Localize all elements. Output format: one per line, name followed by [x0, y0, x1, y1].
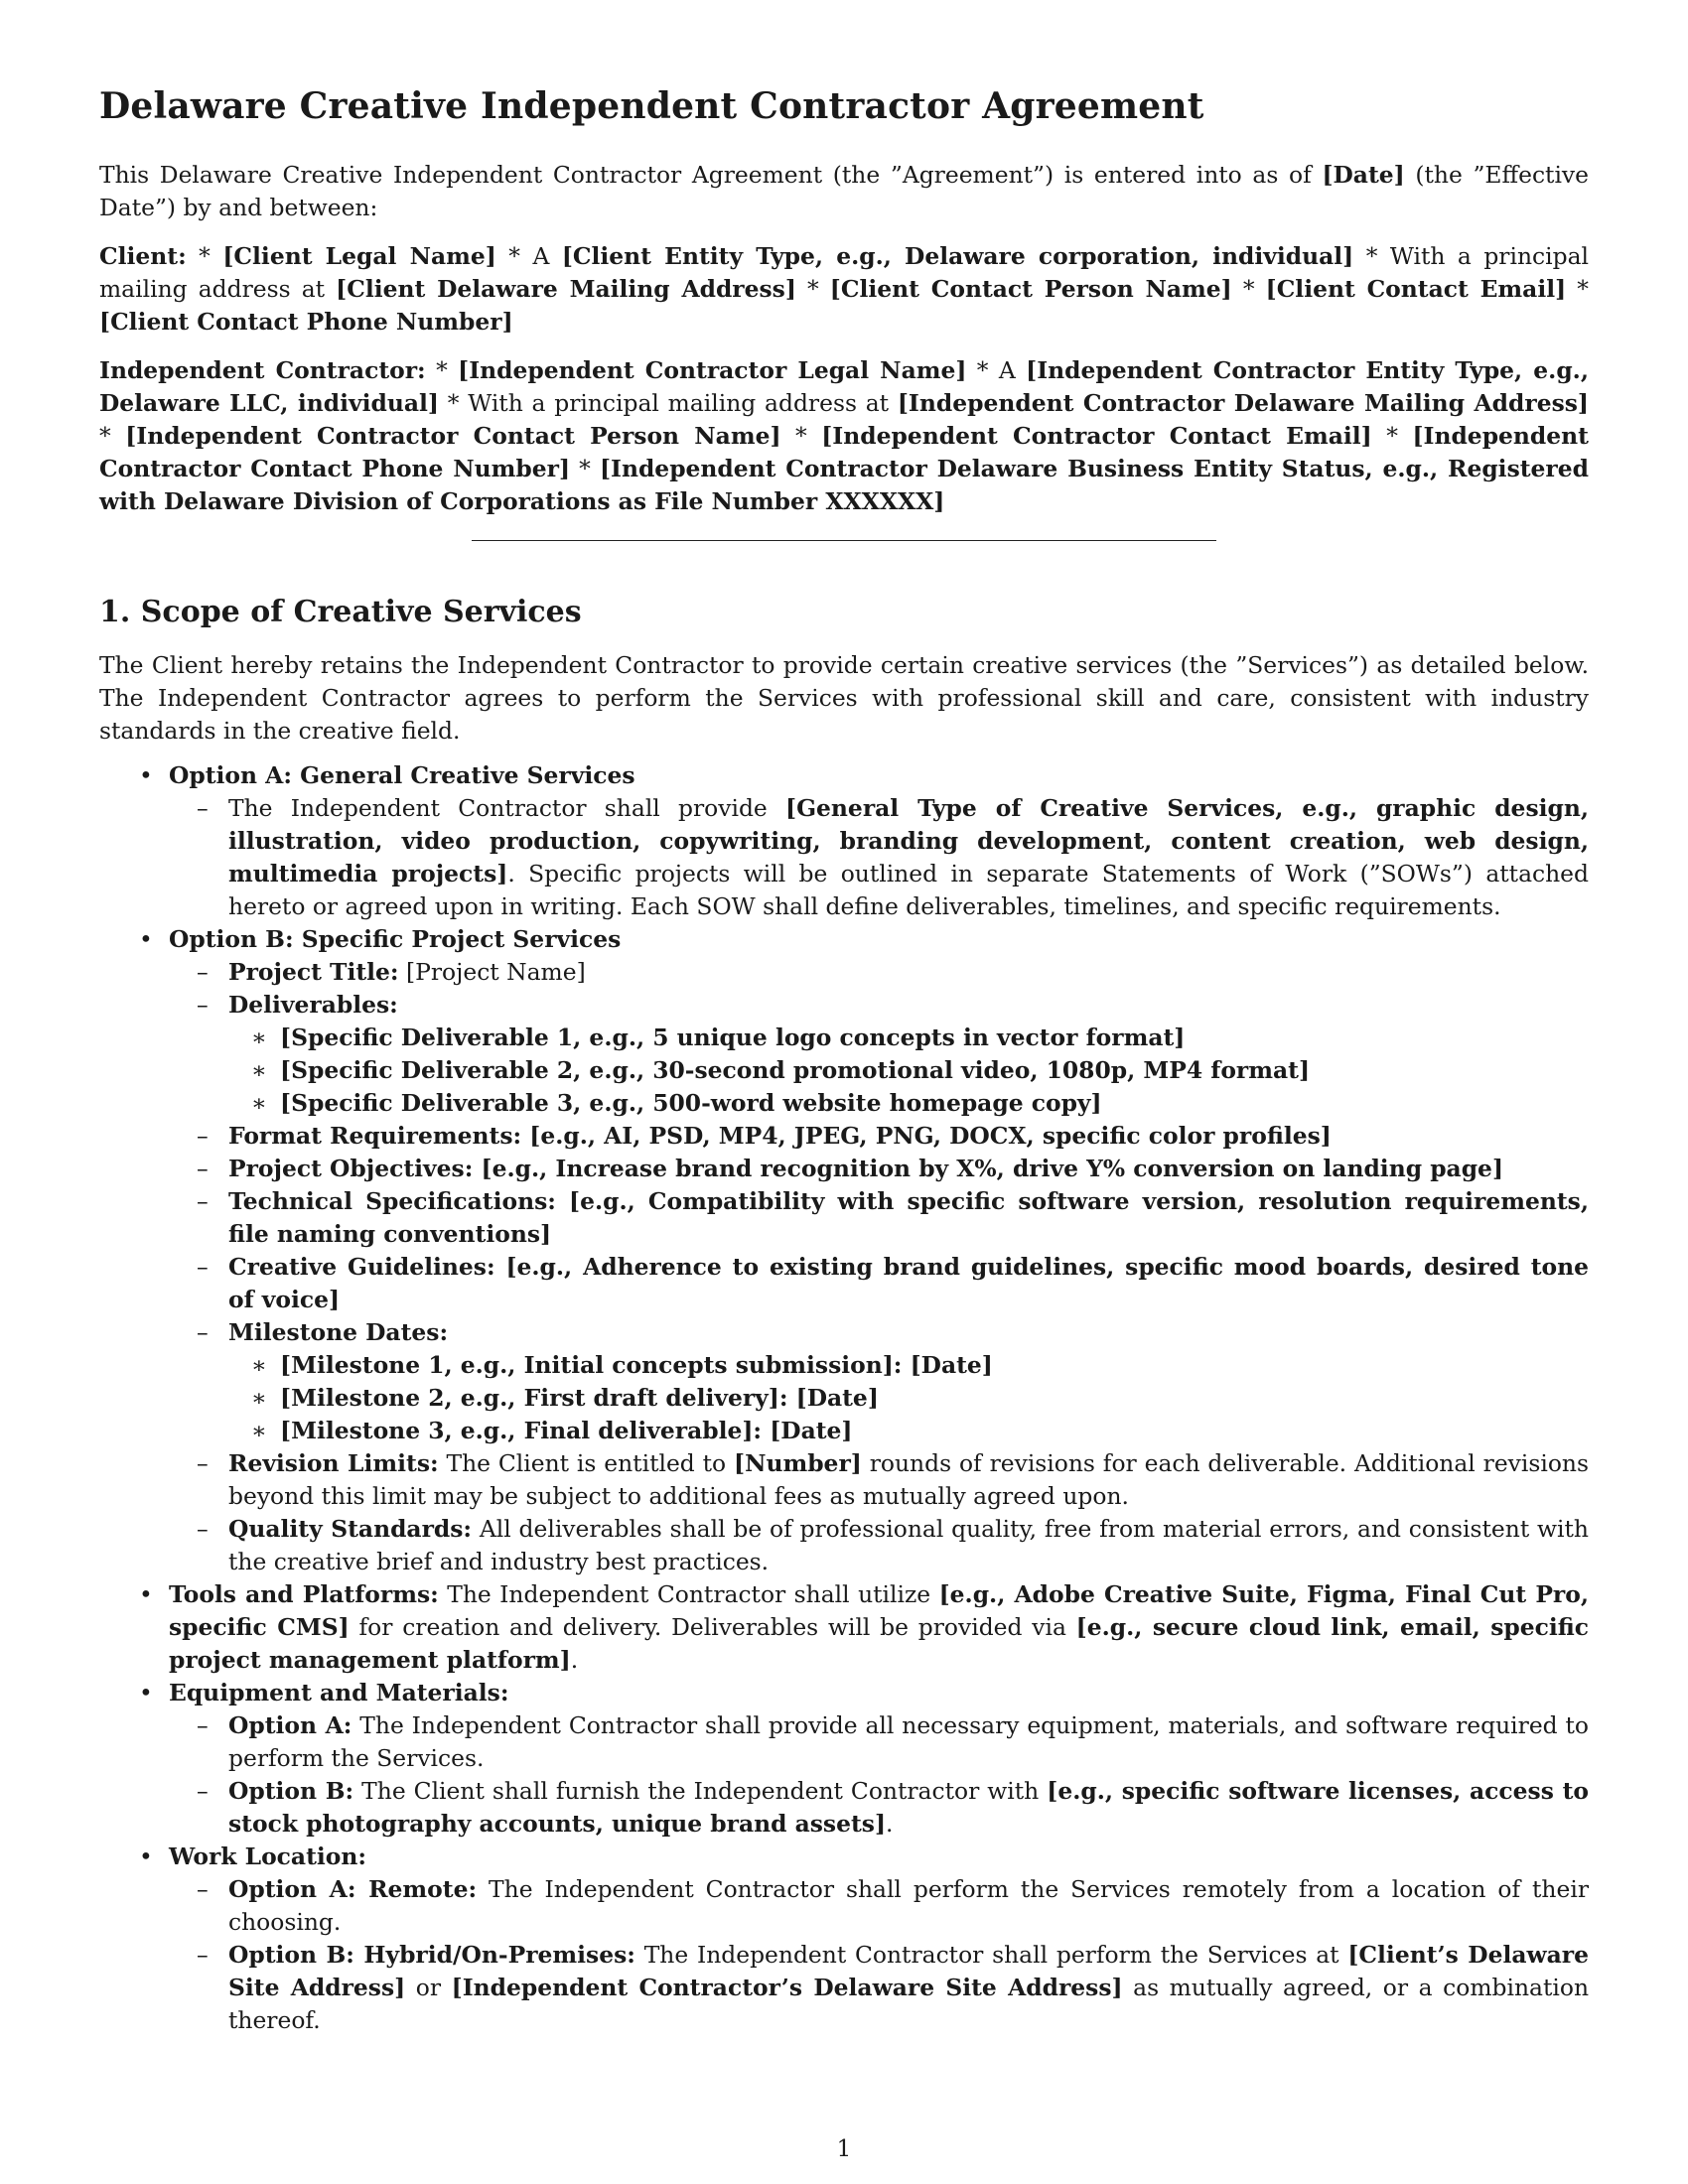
format-value: [e.g., AI, PSD, MP4, JPEG, PNG, DOCX, specific color profiles]	[529, 1122, 1332, 1150]
quality-standards-text: All deliverables shall be of professional quality, free from material errors, and consistent with the creative brief and industry best practices.	[228, 1515, 1589, 1575]
location-option-a-text: The Independent Contractor shall perform the Services remotely from a location of their choosing.	[228, 1875, 1590, 1936]
services-list	[99, 759, 1589, 2037]
quality-standards-label: Quality Standards:	[228, 1515, 473, 1543]
list-item	[228, 1054, 1589, 1087]
client-text: * A	[495, 242, 562, 270]
list-item-equipment	[99, 1677, 1589, 1841]
list-item	[228, 1349, 1589, 1382]
location-label: Work Location:	[169, 1843, 367, 1870]
document-page	[99, 85, 1589, 2037]
option-a-label: Option A: General Creative Services	[169, 761, 635, 789]
list-item	[169, 1251, 1589, 1316]
option-a-sublist	[169, 792, 1589, 923]
tools-text: .	[570, 1646, 579, 1674]
list-item	[169, 1120, 1589, 1153]
contractor-contact-email: [Independent Contractor Contact Email]	[821, 422, 1372, 450]
intro-text: (the ”Effective Date”) by and between:	[99, 161, 1589, 221]
milestone-1-name: [Milestone 1, e.g., Initial concepts submission]:	[280, 1351, 903, 1379]
list-item	[228, 1382, 1589, 1415]
list-item-tools	[99, 1578, 1589, 1677]
equipment-option-b-label: Option B:	[228, 1777, 354, 1805]
milestone-1-date: [Date]	[910, 1351, 993, 1379]
contractor-legal-name: [Independent Contractor Legal Name]	[458, 356, 967, 384]
format-label: Format Requirements:	[228, 1122, 522, 1150]
client-text: *	[1566, 275, 1589, 303]
list-item	[169, 1709, 1589, 1775]
tools-text: for creation and delivery. Deliverables will be provided via	[349, 1613, 1076, 1641]
project-title-value: [Project Name]	[405, 958, 586, 986]
deliverable-2: [Specific Deliverable 2, e.g., 30-second promotional video, 1080p, MP4 format]	[280, 1056, 1311, 1084]
list-item	[169, 1316, 1589, 1447]
option-a-text: The Independent Contractor shall provide	[228, 794, 785, 822]
deliverables-label: Deliverables:	[228, 991, 398, 1019]
client-text: *	[795, 275, 830, 303]
deliverables-list	[228, 1022, 1589, 1120]
equipment-option-a-label: Option A:	[228, 1711, 352, 1739]
contractor-text: * With a principal mailing address at	[438, 389, 898, 417]
client-legal-name: [Client Legal Name]	[222, 242, 496, 270]
milestone-2-name: [Milestone 2, e.g., First draft delivery]:	[280, 1384, 788, 1412]
equipment-placeholder: [e.g., specific software licenses, access to stock photography accounts, unique brand assets]	[228, 1777, 1589, 1838]
list-item	[169, 1939, 1589, 2037]
tools-placeholder: [e.g., Adobe Creative Suite, Figma, Final Cut Pro, specific CMS]	[169, 1580, 1589, 1641]
client-address: [Client Delaware Mailing Address]	[336, 275, 796, 303]
client-paragraph	[99, 240, 1589, 339]
list-item	[169, 1775, 1589, 1841]
location-option-b-label: Option B: Hybrid/On-Premises:	[228, 1941, 635, 1969]
location-option-b-text: or	[405, 1974, 452, 2001]
contractor-text: *	[425, 356, 459, 384]
location-option-b-text: as mutually agreed, or a combination thereof.	[228, 1974, 1590, 2034]
milestone-3-date: [Date]	[770, 1417, 853, 1444]
client-text: *	[186, 242, 223, 270]
option-b-label: Option B: Specific Project Services	[169, 925, 622, 953]
client-text: *	[1231, 275, 1266, 303]
deliverable-1: [Specific Deliverable 1, e.g., 5 unique logo concepts in vector format]	[280, 1024, 1186, 1051]
equipment-sublist	[169, 1709, 1589, 1841]
client-entity-type: [Client Entity Type, e.g., Delaware corporation, individual]	[561, 242, 1354, 270]
contractor-site-placeholder: [Independent Contractor’s Delaware Site Address]	[451, 1974, 1123, 2001]
intro-text: This Delaware Creative Independent Contractor Agreement (the ”Agreement”) is entered into as of	[99, 161, 1323, 189]
option-a-text: . Specific projects will be outlined in separate Statements of Work (”SOWs”) attached hereto or agreed upon in writing. Each SOW shall define deliverables, timelines, and specific requirements.	[228, 860, 1589, 920]
contractor-entity-status: [Independent Contractor Delaware Business Entity Status, e.g., Registered with Delaware Division of Corporations as File Number XXXXXX]	[99, 455, 1589, 515]
contractor-address: [Independent Contractor Delaware Mailing Address]	[897, 389, 1589, 417]
section-1-heading: 1. Scope of Creative Services	[99, 595, 582, 629]
list-item	[169, 1873, 1589, 1939]
revision-text: rounds of revisions for each deliverable. Additional revisions beyond this limit may be subject to additional fees as mutually agreed upon.	[228, 1449, 1589, 1510]
list-item	[228, 1022, 1589, 1054]
tools-text: The Independent Contractor shall utilize	[438, 1580, 939, 1608]
date-placeholder: [Date]	[1322, 161, 1405, 189]
service-types-placeholder: [General Type of Creative Services, e.g., graphic design, illustration, video production, copywriting, branding development, content creation, web design, multimedia projects]	[228, 794, 1589, 887]
list-item-option-b	[99, 923, 1589, 1578]
contractor-entity-type: [Independent Contractor Entity Type, e.g., Delaware LLC, individual]	[99, 356, 1589, 417]
contractor-text: *	[780, 422, 822, 450]
contractor-contact-phone: [Independent Contractor Contact Phone Number]	[99, 422, 1589, 482]
list-item	[169, 1185, 1589, 1251]
document-title: Delaware Creative Independent Contractor Agreement	[99, 85, 1204, 127]
milestones-list	[228, 1349, 1589, 1447]
list-item	[169, 1153, 1589, 1185]
revision-limits-label: Revision Limits:	[228, 1449, 439, 1477]
objectives-value: [e.g., Increase brand recognition by X%, drive Y% conversion on landing page]	[481, 1155, 1504, 1182]
client-label: Client:	[99, 242, 187, 270]
contractor-paragraph	[99, 354, 1589, 518]
contractor-label: Independent Contractor:	[99, 356, 426, 384]
list-item	[169, 989, 1589, 1120]
location-sublist	[169, 1873, 1589, 2037]
client-text: * With a principal mailing address at	[99, 242, 1589, 303]
equipment-option-b-text: The Client shall furnish the Independent Contractor with	[353, 1777, 1048, 1805]
location-option-b-text: The Independent Contractor shall perform the Services at	[634, 1941, 1348, 1969]
contractor-text: *	[570, 455, 600, 482]
list-item	[169, 1513, 1589, 1578]
list-item-option-a	[99, 759, 1589, 923]
revision-text: The Client is entitled to	[438, 1449, 734, 1477]
list-item	[228, 1415, 1589, 1447]
list-item	[228, 1087, 1589, 1120]
contractor-text: *	[99, 422, 126, 450]
list-item-location	[99, 1841, 1589, 2037]
section-divider	[472, 540, 1216, 541]
creative-guidelines-label: Creative Guidelines:	[228, 1253, 495, 1281]
equipment-option-a-text: The Independent Contractor shall provide all necessary equipment, materials, and software required to perform the Services.	[228, 1711, 1589, 1772]
intro-paragraph	[99, 159, 1589, 224]
contractor-text: *	[1371, 422, 1413, 450]
equipment-option-b-text: .	[886, 1810, 894, 1838]
contractor-text: * A	[966, 356, 1027, 384]
milestones-label: Milestone Dates:	[228, 1318, 449, 1346]
tech-specs-value: [e.g., Compatibility with specific software version, resolution requirements, file naming conventions]	[228, 1187, 1589, 1248]
milestone-3-name: [Milestone 3, e.g., Final deliverable]:	[280, 1417, 763, 1444]
equipment-label: Equipment and Materials:	[169, 1679, 509, 1706]
creative-guidelines-value: [e.g., Adherence to existing brand guidelines, specific mood boards, desired tone of voice]	[228, 1253, 1589, 1313]
tools-label: Tools and Platforms:	[169, 1580, 439, 1608]
project-title-label: Project Title:	[228, 958, 399, 986]
section-1-intro: The Client hereby retains the Independent Contractor to provide certain creative services (the ”Services”) as detailed below. The Independent Contractor agrees to perform the Services with professional skill and care, consistent with industry standards in the creative field.	[99, 651, 1589, 745]
option-b-sublist	[169, 956, 1589, 1578]
list-item	[169, 792, 1589, 923]
list-item	[169, 1447, 1589, 1513]
list-item	[169, 956, 1589, 989]
location-option-a-label: Option A: Remote:	[228, 1875, 478, 1903]
delivery-placeholder: [e.g., secure cloud link, email, specific project management platform]	[169, 1613, 1589, 1674]
revision-number-placeholder: [Number]	[734, 1449, 862, 1477]
tech-specs-label: Technical Specifications:	[228, 1187, 556, 1215]
contractor-contact-name: [Independent Contractor Contact Person Name]	[125, 422, 781, 450]
client-contact-phone: [Client Contact Phone Number]	[99, 308, 513, 336]
milestone-2-date: [Date]	[795, 1384, 879, 1412]
client-contact-email: [Client Contact Email]	[1265, 275, 1567, 303]
client-site-placeholder: [Client’s Delaware Site Address]	[228, 1941, 1589, 2001]
page-number: 1	[836, 2136, 852, 2162]
deliverable-3: [Specific Deliverable 3, e.g., 500-word website homepage copy]	[280, 1089, 1102, 1117]
client-contact-name: [Client Contact Person Name]	[829, 275, 1232, 303]
objectives-label: Project Objectives:	[228, 1155, 474, 1182]
